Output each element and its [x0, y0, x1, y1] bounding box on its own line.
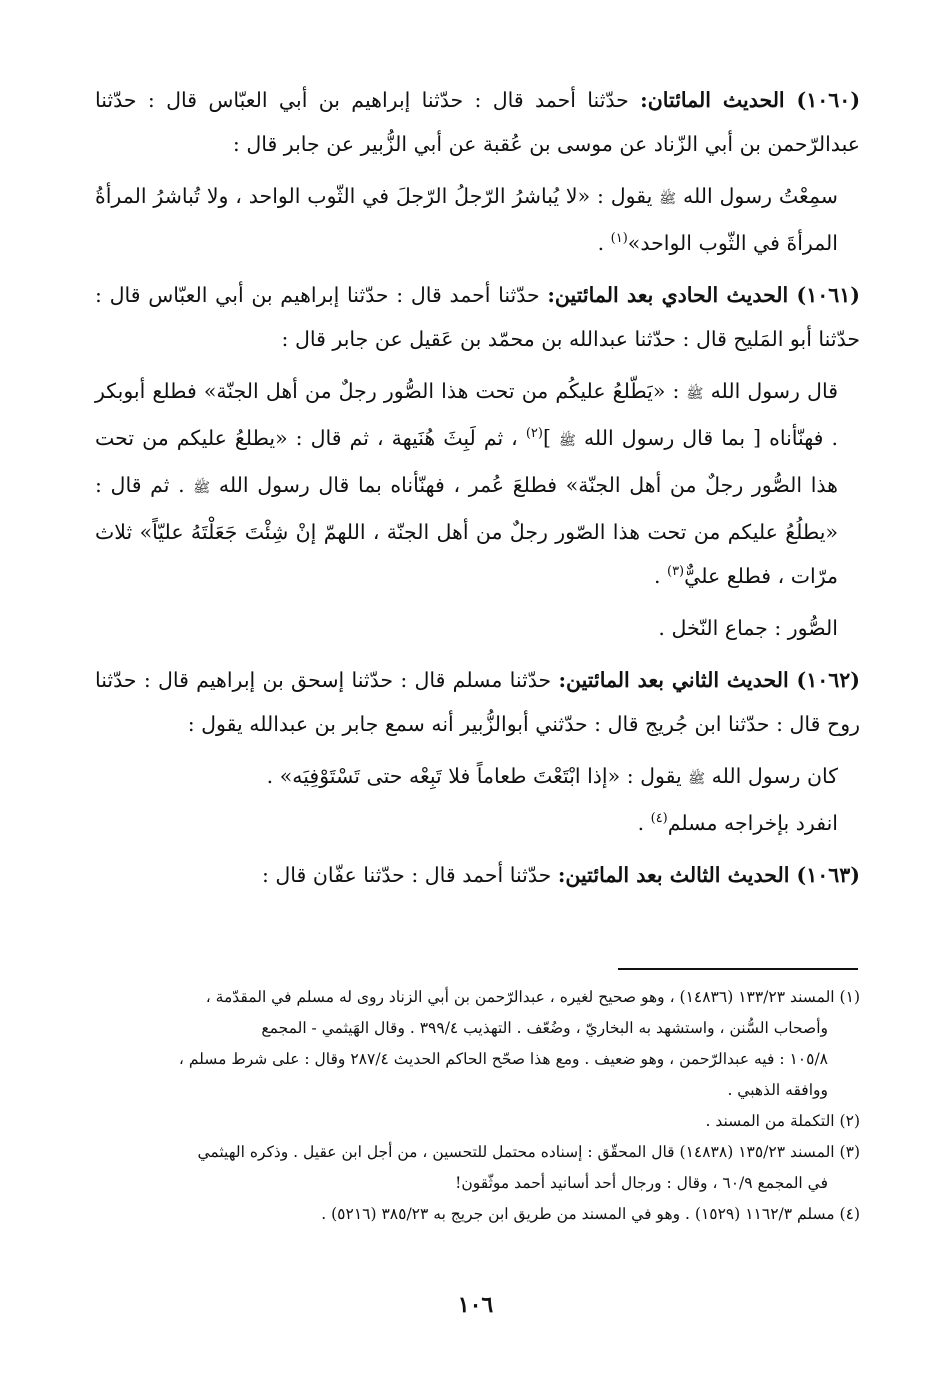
- hadith-1062: [95, 658, 860, 746]
- hadith-isnad: حدّثنا أحمد قال : حدّثنا إبراهيم بن أبي العبّاس قال : حدّثنا عبدالرّحمن بن أبي الزّناد عن موسى بن عُقبة عن أبي الزُّبير عن جابر قال :: [95, 88, 860, 156]
- matn-text: يقول : «لا يُباشرُ الرّجلُ الرّجلَ في الثّوب الواحد ، ولا تُباشرُ المرأةُ المرأةَ في الثّوب الواحد»: [95, 184, 838, 255]
- matn-text: سمِعْتُ رسول الله: [676, 184, 838, 208]
- hadith-1062-matn: [95, 754, 860, 801]
- footnote-number: (٢): [839, 1112, 860, 1130]
- footnote-line: وأصحاب السُّنن ، واستشهد به البخاريّ ، وضُعّف . التهذيب ٣٩٩/٤ . وقال الهَيثمي - المجمع: [261, 1019, 828, 1037]
- footnote-line: مسلم ١١٦٢/٣ (١٥٢٩) . وهو في المسند من طريق ابن جريج به ٣٨٥/٢٣ (٥٢١٦) .: [321, 1205, 835, 1223]
- footnote-4: [95, 1199, 860, 1230]
- footnote-1-cont: [95, 1044, 860, 1075]
- footnote-3: [95, 1137, 860, 1168]
- matn-end: .: [597, 231, 611, 255]
- salutation-mark: ﷺ: [686, 386, 704, 402]
- hadith-isnad: حدّثنا أحمد قال : حدّثنا إبراهيم بن أبي العبّاس قال : حدّثنا أبو المَليح قال : حدّثنا عبدالله بن محمّد بن عَقيل عن جابر قال :: [95, 283, 860, 351]
- footnote-1-cont: [95, 1013, 860, 1044]
- matn-text: : «يَطّلعُ عليكُم من تحت هذا الصُّور رجلٌ من أهل الجنّة» فطلع أبوبكر . فهنّأناه [ بما قال رسول الله: [95, 379, 838, 450]
- footnote-ref: (٢): [525, 426, 543, 442]
- salutation-mark: ﷺ: [659, 191, 677, 207]
- footnote-1-cont: [95, 1075, 860, 1106]
- footnote-3-cont: [95, 1168, 860, 1199]
- hadith-heading: (١٠٦١) الحديث الحادي بعد المائتين:: [547, 283, 860, 307]
- footnote-2: [95, 1106, 860, 1137]
- matn-text: ]: [542, 426, 559, 450]
- matn-text: ، ثم لَبِثَ هُنَيهة ، ثم قال : «يطلعُ عليكم من تحت هذا الصُّور رجلٌ من أهل الجنّة» فطلعَ عُمر ، فهنّأناه بما قال رسول الله: [95, 426, 838, 497]
- hadith-isnad: حدّثنا مسلم قال : حدّثنا إسحق بن إبراهيم قال : حدّثنا روح قال : حدّثنا ابن جُريج قال : حدّثني أبوالزُّبير أنه سمع جابر بن عبدالله يقول :: [95, 668, 860, 736]
- footnote-number: (١): [839, 988, 860, 1006]
- matn-text: قال رسول الله: [703, 379, 838, 403]
- footnotes: [95, 982, 860, 1230]
- matn-text: كان رسول الله: [705, 764, 838, 788]
- salutation-mark: ﷺ: [688, 771, 706, 787]
- takhrij-text: انفرد بإخراجه مسلم: [667, 811, 838, 835]
- hadith-heading: (١٠٦٢) الحديث الثاني بعد المائتين:: [558, 668, 860, 692]
- hadith-isnad: حدّثنا أحمد قال : حدّثنا عفّان قال :: [261, 863, 558, 887]
- takhrij-line: [95, 801, 860, 845]
- salutation-mark: ﷺ: [559, 433, 576, 449]
- footnote-line: ووافقه الذهبي .: [727, 1081, 828, 1099]
- matn-text: . ثم قال : «يطلُعُ عليكم من تحت هذا الصّور رجلٌ من أهل الجنّة ، اللهمّ إنْ شِئْتَ جَعَلْتَهُ عليّاً» ثلاث مرّات ، فطلع عليٌّ: [95, 473, 838, 588]
- footnote-ref: (١): [610, 231, 628, 247]
- hadith-1061: [95, 273, 860, 361]
- footnote-line: في المجمع ٦٠/٩ ، وقال : ورجال أحد أسانيد أحمد موثّقون!: [455, 1174, 828, 1192]
- footnote-number: (٤): [839, 1205, 860, 1223]
- footnote-line: التكملة من المسند .: [705, 1112, 835, 1130]
- footnote-line: المسند ١٣٥/٢٣ (١٤٨٣٨) قال المحقّق : إسناده محتمل للتحسين ، من أجل ابن عقيل . وذكره الهيثمي: [197, 1143, 835, 1161]
- hadith-1060: [95, 78, 860, 166]
- footnote-divider: [618, 968, 858, 970]
- gloss-text: الصُّور : جماع النّخل .: [658, 616, 838, 640]
- gloss-line: [95, 606, 860, 650]
- matn-end: .: [637, 811, 651, 835]
- footnote-1: [95, 982, 860, 1013]
- footnote-line: المسند ١٣٣/٢٣ (١٤٨٣٦) ، وهو صحيح لغيره ، عبدالرّحمن بن أبي الزناد روى له مسلم في المقدّمة ،: [205, 988, 835, 1006]
- matn-end: .: [653, 564, 667, 588]
- footnote-ref: (٣): [666, 564, 685, 580]
- hadith-1061-matn: [95, 369, 860, 598]
- hadith-1063: [95, 853, 860, 897]
- hadith-1060-matn: [95, 174, 860, 265]
- footnote-ref: (٤): [650, 811, 668, 827]
- page-number: ١٠٦: [457, 1292, 494, 1318]
- salutation-mark: ﷺ: [193, 480, 211, 496]
- matn-text: يقول : «إذا ابْتَعْتَ طعاماً فلا تَبِعْه حتى تَسْتَوْفِيَه» .: [266, 764, 689, 788]
- hadith-heading: (١٠٦٣) الحديث الثالث بعد المائتين:: [557, 863, 860, 887]
- footnote-number: (٣): [839, 1143, 860, 1161]
- footnote-line: ١٠٥/٨ : فيه عبدالرّحمن ، وهو ضعيف . ومع هذا صحّح الحاكم الحديث ٢٨٧/٤ وقال : على شرط مسلم ،: [178, 1050, 828, 1068]
- hadith-heading: (١٠٦٠) الحديث المائتان:: [640, 88, 861, 112]
- main-text: [95, 78, 860, 905]
